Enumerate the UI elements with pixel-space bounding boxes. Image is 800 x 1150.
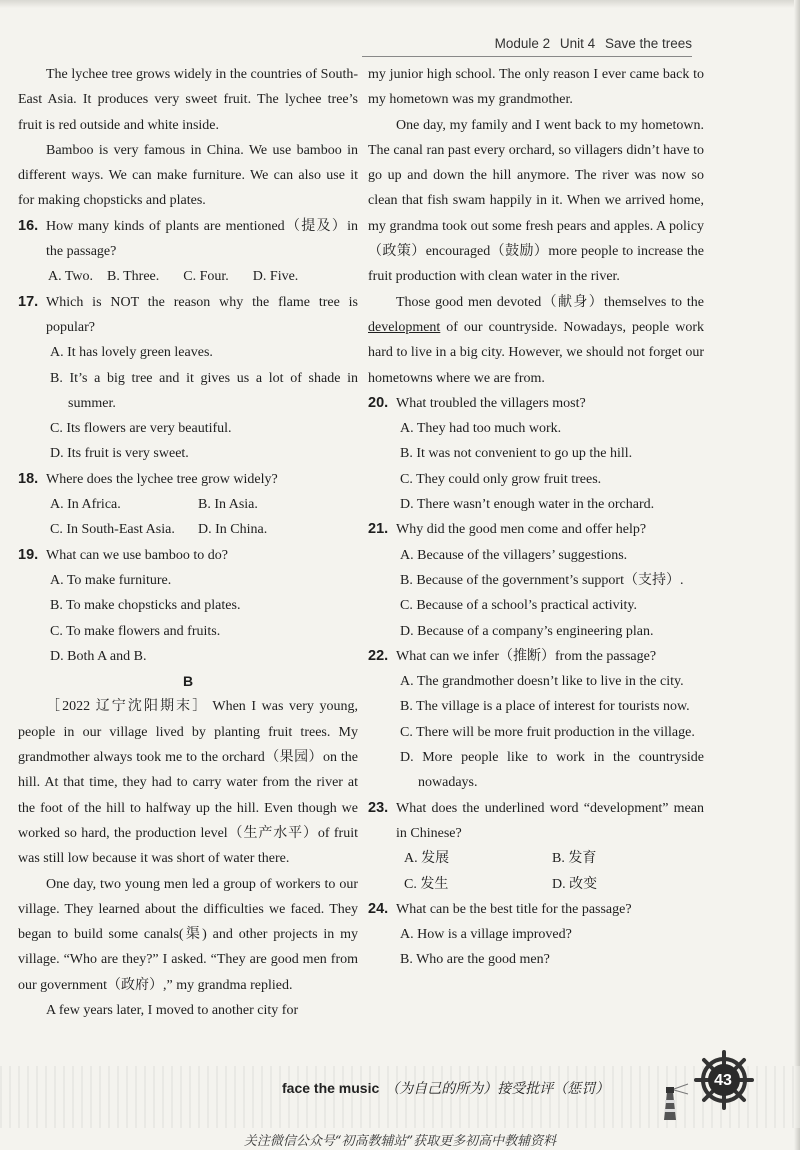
- question-text: How many kinds of plants are mentioned（提及）in the passage?: [46, 218, 358, 260]
- question-number: 22.: [368, 647, 389, 664]
- option-c: C. There will be more fruit production in the village.: [400, 724, 695, 740]
- option-b: B. It was not convenient to go up the hill.: [400, 446, 633, 462]
- option-c: C. They could only grow fruit trees.: [400, 471, 602, 487]
- question-text: What troubled the villagers most?: [396, 395, 586, 411]
- option-a: A. Because of the villagers’ suggestions.: [400, 547, 628, 563]
- option-d: D. Five.: [252, 269, 299, 285]
- paragraph: A few years later, I moved to another city for: [46, 1002, 299, 1018]
- option-b: B. Three.: [107, 269, 160, 285]
- option-d: D. There wasn’t enough water in the orchard.: [400, 497, 655, 513]
- scan-edge: [794, 0, 800, 1150]
- option-b: B. To make chopsticks and plates.: [50, 598, 241, 614]
- question-text: What can be the best title for the passage?: [396, 901, 632, 917]
- question-text: What does the underlined word “development” mean in Chinese?: [396, 800, 704, 841]
- option-c: C. Because of a school’s practical activity.: [400, 598, 638, 614]
- paragraph: When I was very young, people in our village lived by planting fruit trees. My grandmother always took me to the orchard（果园）on the hill. At that time, they had to carry water from the river at the foot of the hill to halfway up the hill. Even though we worked so hard, the production level（生产水平）of fruit was still low because it was short of water there.: [18, 699, 358, 867]
- question-17: [18, 290, 358, 467]
- page-number: 43: [714, 1072, 732, 1089]
- underlined-word: development: [368, 319, 441, 335]
- option-d: D. In China.: [198, 522, 268, 538]
- option-b: B. Because of the government’s support（支持）.: [400, 572, 684, 588]
- left-column: [18, 62, 358, 1023]
- footer-idiom: [282, 1078, 609, 1098]
- unit-label: Unit 4: [559, 36, 596, 51]
- question-24: [368, 897, 704, 973]
- option-d: D. Because of a company’s engineering plan.: [400, 623, 654, 639]
- question-text: What can we infer（推断）from the passage?: [396, 648, 657, 664]
- question-19: [18, 543, 358, 669]
- question-22: [368, 644, 704, 796]
- option-b: B. Who are the good men?: [400, 952, 550, 968]
- question-text: What can we use bamboo to do?: [46, 547, 228, 563]
- option-a: A. To make furniture.: [50, 572, 172, 588]
- option-d: D. 改变: [552, 876, 598, 892]
- option-b: B. 发育: [552, 851, 597, 867]
- question-20: [368, 391, 704, 517]
- source-tag: ［2022 辽宁沈阳期末］: [46, 699, 209, 715]
- running-header: [489, 36, 692, 51]
- option-d: D. More people like to work in the countryside nowadays.: [400, 750, 704, 791]
- option-c: C. To make flowers and fruits.: [50, 623, 221, 639]
- question-number: 18.: [18, 470, 39, 487]
- paragraph: The lychee tree grows widely in the countries of South-East Asia. It produces very sweet fruit. The lychee tree’s fruit is red outside and white inside.: [18, 67, 358, 133]
- question-number: 17.: [18, 293, 39, 310]
- paragraph: [368, 290, 704, 391]
- option-c: C. 发生: [404, 876, 449, 892]
- option-b: B. In Asia.: [198, 497, 258, 513]
- section-heading: B: [182, 673, 194, 690]
- idiom-translation: （为自己的所为）接受批评（惩罚）: [385, 1081, 610, 1097]
- option-a: A. They had too much work.: [400, 421, 562, 437]
- scan-edge: [0, 0, 800, 8]
- paragraph-part: Those good men devoted（献身）themselves to the: [396, 294, 704, 310]
- option-a: A. The grandmother doesn’t like to live in the city.: [400, 674, 684, 690]
- question-text: Which is NOT the reason why the flame tree is popular?: [46, 294, 358, 335]
- unit-title: Save the trees: [604, 36, 692, 51]
- option-c: C. Its flowers are very beautiful.: [50, 421, 232, 437]
- question-16: [18, 214, 358, 290]
- option-c: C. Four.: [183, 269, 229, 285]
- option-c: C. In South-East Asia.: [50, 522, 175, 538]
- option-d: D. Its fruit is very sweet.: [50, 446, 189, 462]
- question-number: 24.: [368, 900, 389, 917]
- question-text: Where does the lychee tree grow widely?: [46, 471, 278, 487]
- paragraph: One day, my family and I went back to my hometown. The canal ran past every orchard, so villagers didn’t have to go up and down the hill anymore. The river was now so clean that fish swam happily in it. When we arrived home, my grandma took out some fresh pears and apples. A policy（政策）encouraged（鼓励）more people to increase the fruit production with clean water in the river.: [368, 117, 704, 285]
- question-number: 16.: [18, 217, 39, 234]
- option-a: A. It has lovely green leaves.: [50, 345, 213, 361]
- question-number: 19.: [18, 546, 39, 563]
- question-23: [368, 796, 704, 897]
- option-a: A. Two.: [48, 269, 94, 285]
- option-d: D. Both A and B.: [50, 648, 147, 664]
- option-a: A. How is a village improved?: [400, 927, 572, 943]
- question-number: 23.: [368, 799, 389, 816]
- question-number: 20.: [368, 394, 389, 411]
- watermark-text: 关注微信公众号“初高教辅站”获取更多初高中教辅资料: [243, 1134, 557, 1149]
- question-number: 21.: [368, 521, 389, 538]
- option-a: A. In Africa.: [50, 497, 121, 513]
- paragraph: my junior high school. The only reason I ever came back to my hometown was my grandmother.: [368, 67, 704, 108]
- paragraph: One day, two young men led a group of workers to our village. They learned about the difficulties we faced. They began to build some canals(渠) and other projects in my village. “Who are they?” I asked. “They are good men from our government（政府）,” my grandma replied.: [18, 876, 358, 993]
- module-label: Module 2: [494, 36, 551, 51]
- header-rule: [362, 56, 692, 57]
- option-b: B. It’s a big tree and it gives us a lot of shade in summer.: [50, 370, 358, 411]
- question-18: [18, 467, 358, 543]
- question-21: [368, 517, 704, 643]
- paragraph-part: of our countryside. Nowadays, people work hard to live in a big city. However, we should not forget our hometowns where we are from.: [368, 319, 705, 386]
- right-column: [368, 62, 704, 973]
- option-b: B. The village is a place of interest for tourists now.: [400, 699, 690, 715]
- question-text: Why did the good men come and offer help?: [396, 522, 647, 538]
- idiom-text: face the music: [282, 1080, 380, 1096]
- option-a: A. 发展: [404, 851, 450, 867]
- lighthouse-icon: [650, 1082, 690, 1122]
- paragraph: Bamboo is very famous in China. We use bamboo in different ways. We can make furniture. We can also use it for making chopsticks and plates.: [18, 142, 358, 209]
